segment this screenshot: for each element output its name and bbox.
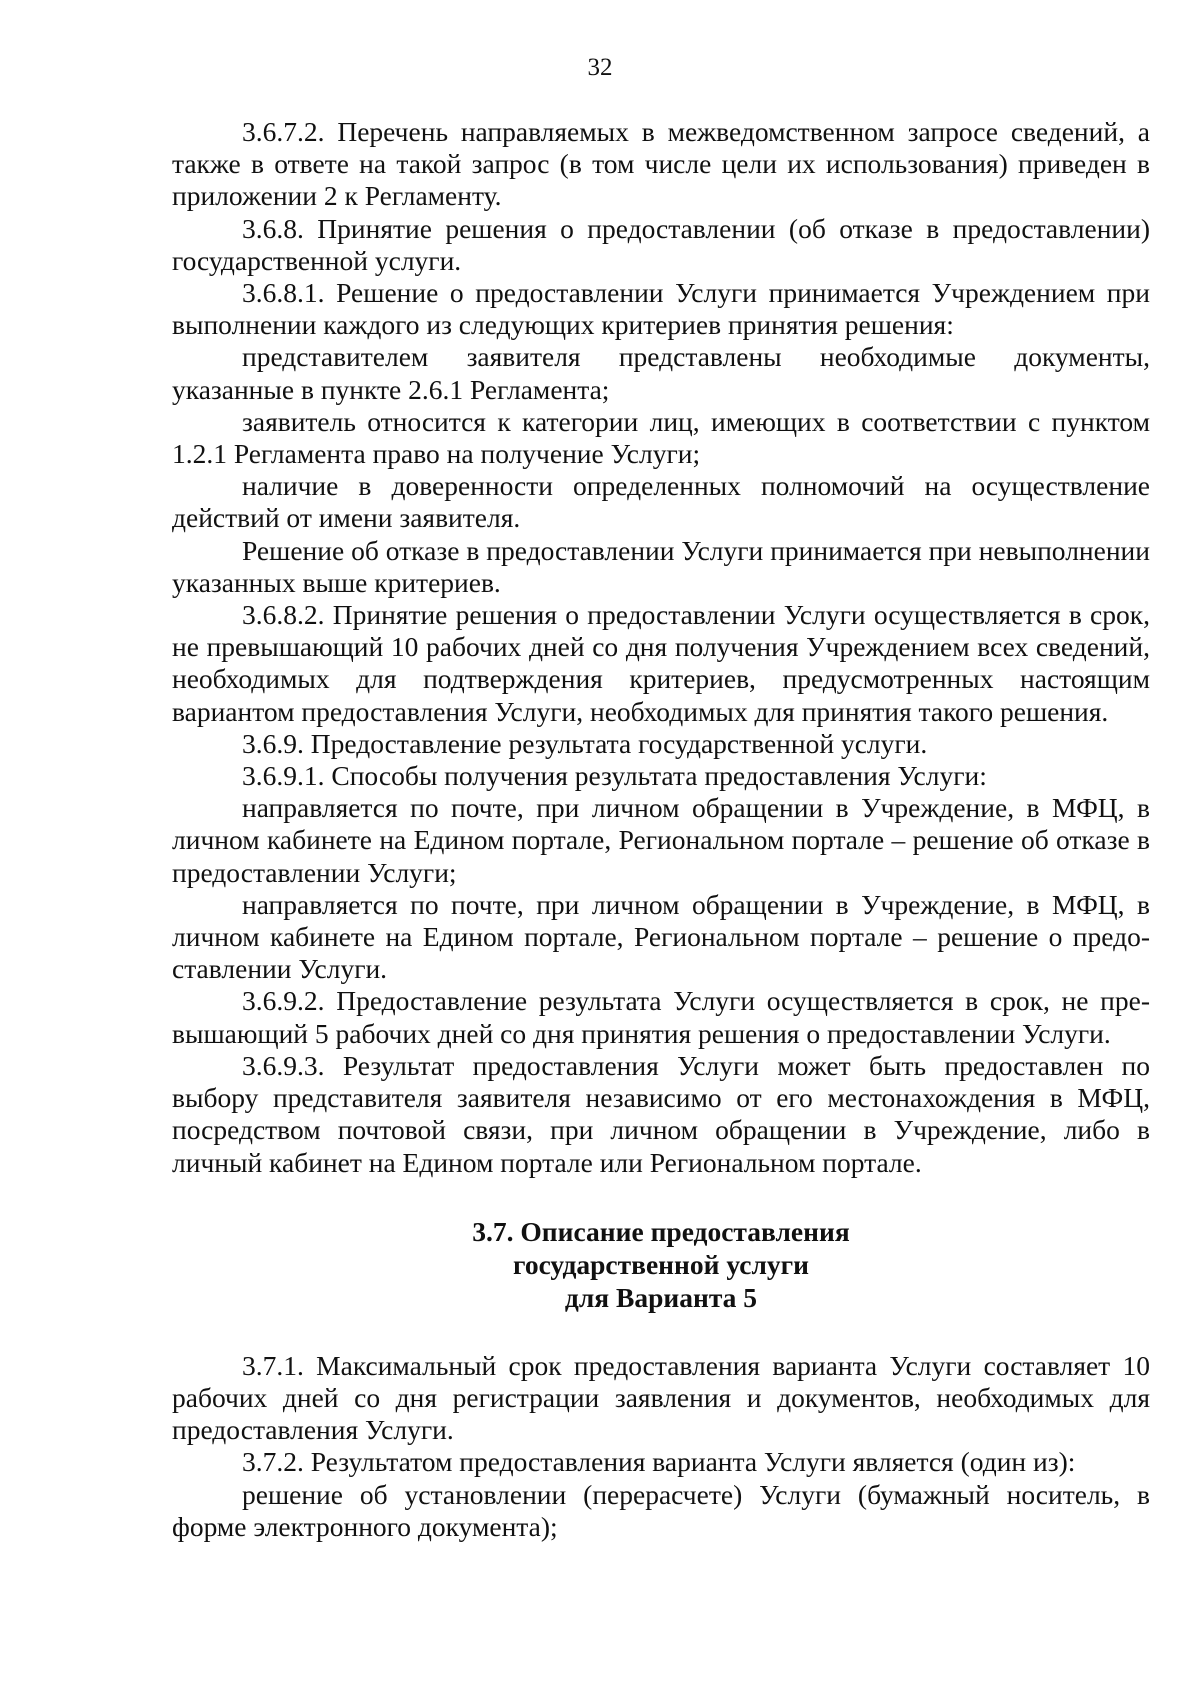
page-number: 32: [587, 54, 613, 81]
section-heading-line-1: 3.7. Описание предоставления: [472, 1215, 850, 1247]
paragraph-3-6-8-1: 3.6.8.1. Решение о предоставлении Услуги принимается Учреждением при выполнении каждого из следующих критериев принятия решения:: [172, 277, 1150, 341]
criterion-category: заявитель относится к категории лиц, имеющих в соответствии с пунктом 1.2.1 Регламента право на получение Услуги;: [172, 405, 1150, 470]
paragraph-3-6-9: 3.6.9. Предоставление результата государственной услуги.: [242, 727, 928, 759]
method-refusal-delivery: направляется по почте, при личном обращении в Учреждение, в МФЦ, в личном кабинете на Едином портале, Региональном портале – решение об отказе в предоставлении Услуги;: [172, 792, 1150, 888]
section-heading-line-3: для Варианта 5: [564, 1281, 758, 1313]
section-heading-line-2: государственной услуги: [513, 1248, 809, 1280]
document-body: [172, 116, 1150, 1543]
result-decision: решение об установлении (перерасчете) Услуги (бумажный носитель, в форме электронного документа);: [172, 1478, 1150, 1542]
paragraph-3-6-8: 3.6.8. Принятие решения о предоставлении (об отказе в предоставлении) государственной услуги.: [172, 212, 1150, 276]
paragraph-refusal: Решение об отказе в предоставлении Услуги принимается при невыполнении указанных выше критериев.: [172, 534, 1150, 598]
paragraph-3-7-1: 3.7.1. Максимальный срок предоставления варианта Услуги составляет 10 рабочих дней со дня регистрации заявления и документов, необходимых для предоставления Услуги.: [172, 1349, 1150, 1446]
criterion-documents: представителем заявителя представлены необходимые документы, указанные в пункте 2.6.1 Регламента;: [172, 341, 1150, 405]
paragraph-3-6-8-2: 3.6.8.2. Принятие решения о предоставлении Услуги осуществляется в срок, не превышающий 10 рабочих дней со дня получения Учреждением всех сведений, необходимых для подтверждения критериев, предусмотренных настоящим вариантом предоставления Услуги, необходимых для принятия такого решения.: [172, 599, 1150, 727]
section-heading: [172, 1215, 1150, 1314]
paragraph-3-6-9-3: 3.6.9.3. Результат предоставления Услуги может быть предоставлен по выбору представителя заявителя независимо от его местонахождения в МФЦ, посредством почтовой связи, при личном обращении в Учреждение, либо в личный кабинет на Едином портале или Региональном портале.: [172, 1049, 1150, 1178]
paragraph-3-6-9-1: 3.6.9.1. Способы получения результата предоставления Услуги:: [242, 760, 987, 792]
paragraph-3-6-9-2: 3.6.9.2. Предоставление результата Услуги осуществляется в срок, не превышающий 5 рабочих дней со дня принятия решения о предоставлении Услуги.: [172, 985, 1150, 1049]
paragraph-3-7-2: 3.7.2. Результатом предоставления варианта Услуги является (один из):: [242, 1446, 1076, 1478]
criterion-power-of-attorney: наличие в доверенности определенных полномочий на осуществление действий от имени заявителя.: [172, 470, 1150, 534]
method-grant-delivery: направляется по почте, при личном обращении в Учреждение, в МФЦ, в личном кабинете на Едином портале, Региональном портале – решение о предоставлении Услуги.: [172, 888, 1150, 985]
paragraph-3-6-7-2: 3.6.7.2. Перечень направляемых в межведомственном запросе сведений, а также в ответе на такой запрос (в том числе цели их использования) приведен в приложении 2 к Регламенту.: [172, 116, 1150, 212]
